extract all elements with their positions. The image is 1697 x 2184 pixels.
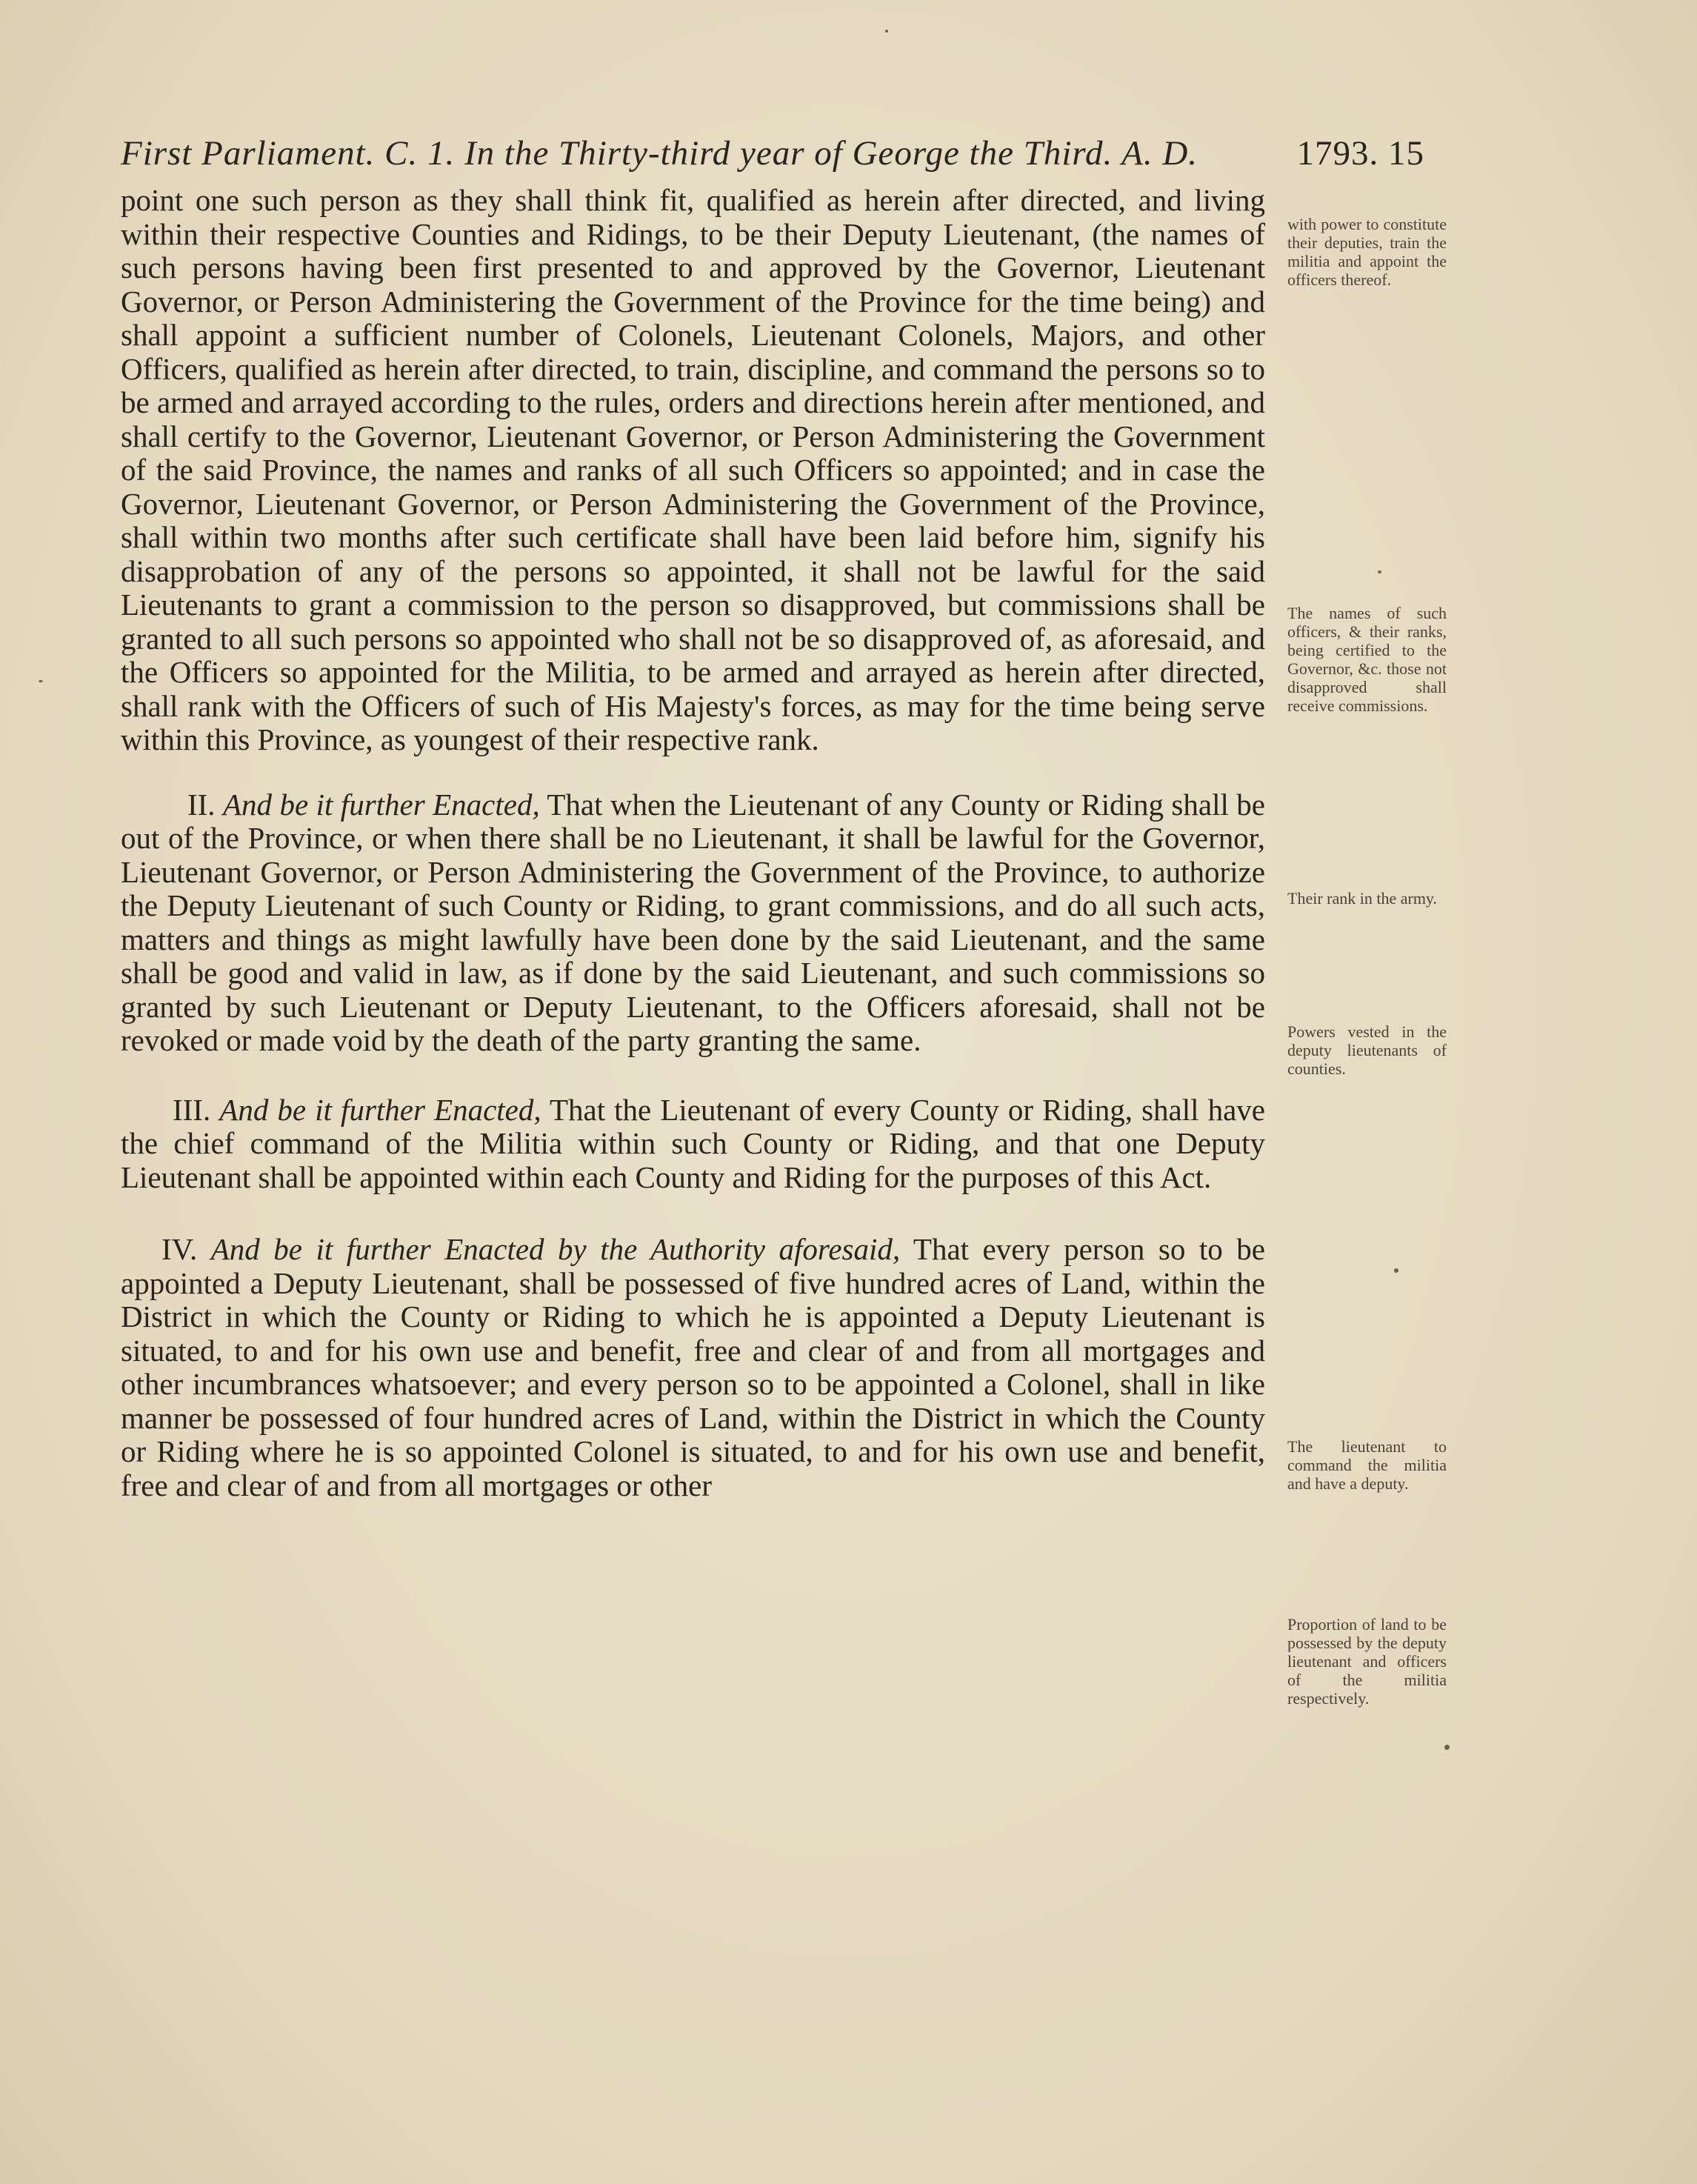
enacting-clause: And be it further Enacted,	[223, 787, 540, 822]
section-number: IV.	[161, 1232, 198, 1266]
paper-speck	[1444, 1745, 1450, 1750]
paper-speck	[885, 30, 888, 33]
margin-note-4: Powers vested in the deputy lieutenants of counties.	[1287, 1022, 1447, 1078]
margin-note-1: with power to constitute their deputies, train the militia and appoint the officers thereof.	[1287, 215, 1447, 289]
paragraph-3-text: That the Lieutenant of every County or Riding, shall have the chief command of the Militia within such County or Riding, and that one Deputy Lieutenant shall be appointed within each County and Riding for the purposes of this Act.	[121, 1092, 1265, 1194]
running-header	[121, 133, 1424, 185]
section-number: II.	[187, 787, 216, 822]
section-number: III.	[173, 1092, 211, 1127]
paragraph-1-text: point one such person as they shall think fit, qualified as herein after directed, and living within their respective Counties and Ridings, to be their Deputy Lieutenant, (the names of such persons having been first presented to and approved by the Governor, Lieutenant Governor, or Person Administering the Government of the Province for the time being) and shall appoint a sufficient number of Colonels, Lieutenant Colonels, Majors, and other Officers, qualified as herein after directed, to train, discipline, and command the persons so to be armed and arrayed according to the rules, orders and directions herein after mentioned, and shall certify to the Governor, Lieutenant Governor, or Person Administering the Government of the said Province, the names and ranks of all such Officers so appointed; and in case the Governor, Lieutenant Governor, or Person Administering the Government of the Province, shall within two months after such certificate shall have been laid before him, signify his disapprobation of any of the persons so appointed, it shall not be lawful for the said Lieutenants to grant a commission to the person so disapproved, but commissions shall be granted to all such persons so appointed who shall not be so disapproved of, as aforesaid, and the Officers so appointed for the Militia, to be armed and arrayed as herein after directed, shall rank with the Officers of such of His Majesty's forces, as may for the time being serve within this Province, as youngest of their respective rank.	[121, 183, 1265, 756]
main-text	[121, 184, 1265, 1502]
paragraph-3	[121, 1093, 1265, 1195]
margin-note-6: Proportion of land to be possessed by the deputy lieutenant and officers of the militia respectively.	[1287, 1615, 1447, 1708]
enacting-clause: And be it further Enacted,	[219, 1092, 541, 1127]
paper-speck	[1378, 570, 1381, 573]
paragraph-4-text: That every person so to be appointed a Deputy Lieutenant, shall be possessed of five hundred acres of Land, within the District in which the County or Riding to which he is appointed a Deputy Lieutenant is situated, to and for his own use and benefit, free and clear of and from all mortgages and other incumbrances whatsoever; and every person so to be appointed a Colonel, shall in like manner be possessed of four hundred acres of Land, within the District in which the County or Riding where he is so appointed Colonel is situated, to and for his own use and benefit, free and clear of and from all mortgages or other	[121, 1232, 1265, 1502]
paper-speck	[39, 680, 43, 682]
header-year-page: 1793. 15	[1296, 134, 1424, 173]
margin-note-5: The lieutenant to command the militia and have a deputy.	[1287, 1437, 1447, 1493]
paragraph-2-text: That when the Lieutenant of any County or Riding shall be out of the Province, or when there shall be no Lieutenant, it shall be lawful for the Governor, Lieutenant Governor, or Person Administering the Government of the Province, to authorize the Deputy Lieutenant of such County or Riding, to grant commissions, and do all such acts, matters and things as might lawfully have been done by the said Lieutenant, and the same shall be good and valid in law, as if done by the said Lieutenant, and such commissions so granted by such Lieutenant or Deputy Lieutenant, to the Officers aforesaid, shall not be revoked or made void by the death of the party granting the same.	[121, 787, 1265, 1057]
paragraph-1	[121, 184, 1265, 757]
margin-note-2: The names of such officers, & their ranks, being certified to the Governor, &c. those not disapproved shall receive commissions.	[1287, 604, 1447, 715]
paragraph-4	[121, 1233, 1265, 1502]
paper-speck	[1394, 1268, 1398, 1273]
paragraph-2	[121, 788, 1265, 1058]
margin-note-3: Their rank in the army.	[1287, 889, 1437, 908]
header-title: First Parliament. C. 1. In the Thirty-third year of George the Third. A. D.	[121, 134, 1198, 173]
enacting-clause: And be it further Enacted by the Authority aforesaid,	[210, 1232, 901, 1266]
